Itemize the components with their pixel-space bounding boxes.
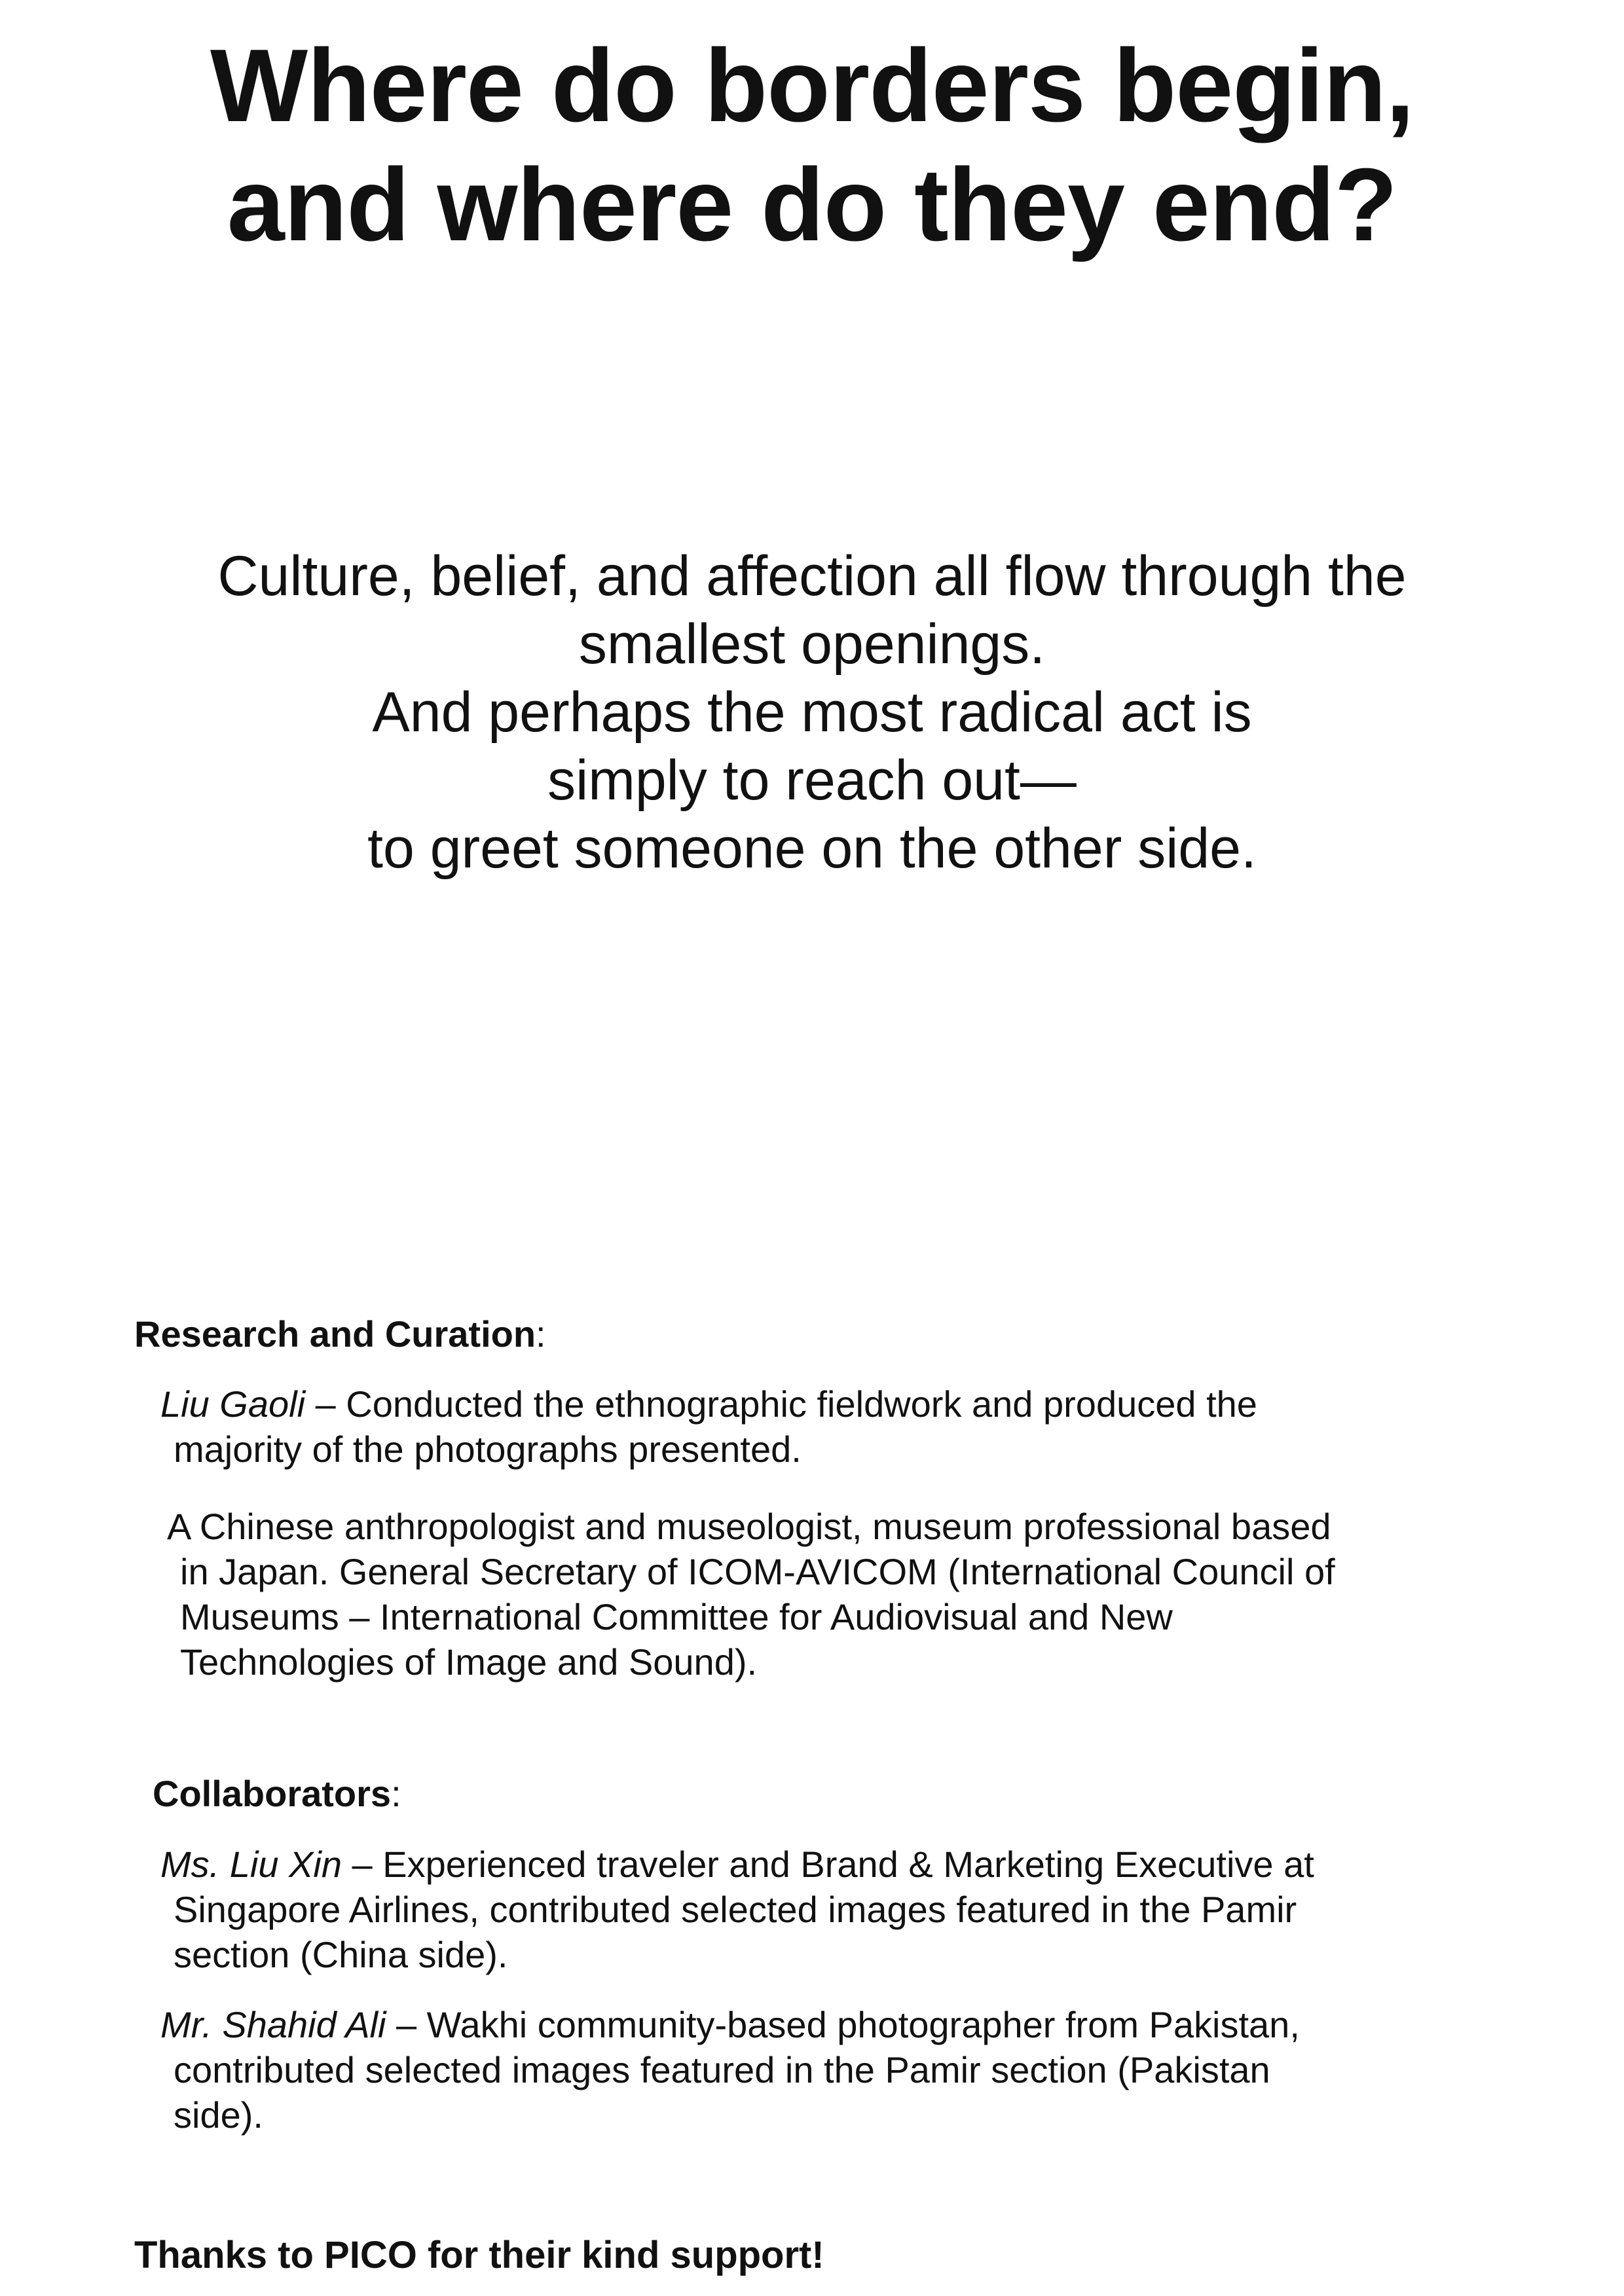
collaborator-entry-shahid-ali: Mr. Shahid Ali – Wakhi community-based photographer from Pakistan, contributed selected images featured in the Pamir section (Pakistan side). [160,2004,1300,2136]
quote-line-1: Culture, belief, and affection all flow through the [217,545,1407,608]
collaborator-entry-liu-xin: Ms. Liu Xin – Experienced traveler and Brand & Marketing Executive at Singapore Airlines, contributed selected images featured in the Pamir section (China side). [160,1844,1314,1975]
title-line-2: and where do they end? [227,147,1397,263]
title-line-1: Where do borders begin, [210,28,1414,143]
quote-line-2: smallest openings. [578,613,1046,676]
research-entry-liu-gaoli: Liu Gaoli – Conducted the ethnographic fieldwork and produced the majority of the photographs presented. [160,1383,1257,1470]
collaborators-heading: Collaborators: [153,1773,401,1814]
quote-line-4: simply to reach out— [547,749,1077,812]
research-heading: Research and Curation: [134,1313,546,1355]
quote-line-5: to greet someone on the other side. [367,817,1257,880]
thanks-note: Thanks to PICO for their kind support! [134,2234,824,2276]
person-name: Liu Gaoli [160,1383,306,1425]
person-name: Mr. Shahid Ali [160,2004,386,2045]
research-entry-bio: A Chinese anthropologist and museologist, museum professional based in Japan. General Secretary of ICOM-AVICOM (International Council of Museums – International Committee for Audiovisual and New Technologies of Image and Sound). [167,1506,1335,1683]
quote-line-3: And perhaps the most radical act is [372,681,1252,744]
person-name: Ms. Liu Xin [160,1844,342,1885]
